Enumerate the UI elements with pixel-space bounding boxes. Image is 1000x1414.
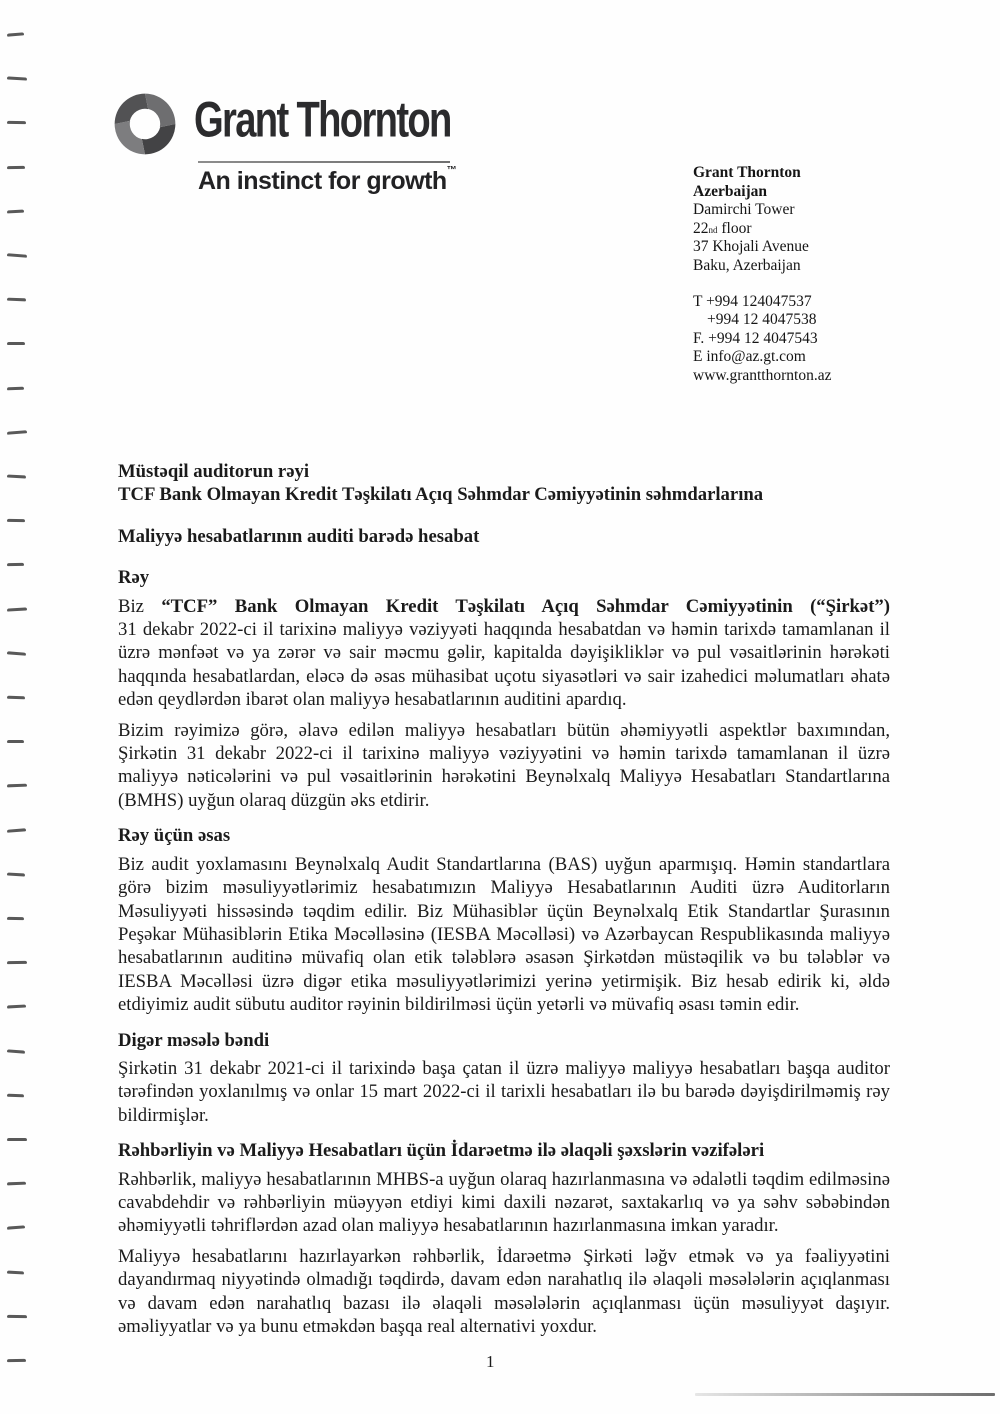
binding-marks	[5, 0, 31, 1414]
contact-email: E info@az.gt.com	[693, 348, 806, 366]
scan-artifact-line	[695, 1393, 995, 1396]
opinion-lead-text: Biz	[118, 595, 162, 617]
contact-phone-1: T +994 124047537	[693, 292, 812, 310]
paragraph-basis: Biz audit yoxlamasını Beynəlxalq Audit Standartlarına (BAS) uyğun aparmışıq. Həmin standartlara görə bizim məsuliyyətlərimiz hesabatımızın Maliyyə Hesabatlarının Auditi üzrə Auditorların Məsuliyyəti hissəsində təqdim edilir. Biz Mühasiblər üçün Beynəlxalq Etik Standartlar Şurasının Peşəkar Mühasiblərin Etika Məcəlləsinə (IESBA Məcəlləsi) və Azərbaycan Respublikasında maliyyə hesabatlarının auditinə müvafiq olan etik tələblərə əsasən Şirkətdən müstəqilik və bu tələblər və IESBA Məcəlləsi üzrə digər etika məsuliyyətlərimizi yerinə yetirmişik. Biz hesab edirik ki, əldə etdiyimiz audit sübutu auditor rəyinin bildirilməsi üçün yetərli və müvafiq əsası təmin edir.	[118, 853, 890, 1016]
paragraph-opinion-1	[118, 595, 890, 712]
logo-divider-line	[198, 161, 450, 163]
contact-block	[693, 164, 923, 386]
paragraph-opinion-2: Bizim rəyimizə görə, əlavə edilən maliyyə hesabatları bütün əhəmiyyətli aspektlər baxımından, Şirkətin 31 dekabr 2022-ci il tarixinə maliyyə vəziyyətini və həmin tarixdə tamamlanan il üzrə maliyyə nəticələrini və pul vəsaitlərinin hərəkətini Beynəlxalq Maliyyə Hesabatları Standartlarına (BMHS) uyğun olaraq düzgün əks etdirir.	[118, 719, 890, 811]
brand-wordmark: Grant Thornton	[194, 91, 451, 148]
contact-address-city: Baku, Azerbaijan	[693, 256, 801, 274]
report-title	[118, 460, 890, 507]
opinion-lead-line	[118, 595, 890, 618]
tagline-text: An instinct for growth	[198, 167, 447, 195]
paragraph-other-matter: Şirkətin 31 dekabr 2021-ci il tarixində başa çatan il üzrə maliyyə maliyyə hesabatları başqa auditor tərəfindən yoxlanılmış və onlar 15 mart 2022-ci il tarixli hesabatları ilə bu barədə dəyişdirilməmiş rəy bildirmişlər.	[118, 1057, 890, 1126]
floor-label: floor	[717, 219, 752, 237]
opinion-body-text: 31 dekabr 2022-ci il tarixinə maliyyə vəziyyəti haqqında hesabatdan və həmin tarixdə tamamlanan il üzrə mənfəət və ya zərər və sair məcmu gəlir, kapitalda dəyişikliklər və pul vəsaitlərinin hərəkəti haqqında hesabatlardan, eləcə də əsas mühasibat uçotu siyasətləri və sair izahedici məlumatları əhatə edən qeydlərdən ibarət olan maliyyə hesabatlarının auditini apardıq.	[118, 619, 890, 711]
section-heading-opinion: Rəy	[118, 567, 150, 589]
page-number: 1	[486, 1352, 495, 1371]
grant-thornton-swirl-icon	[112, 91, 178, 157]
paragraph-responsibilities-2: Maliyyə hesabatlarını hazırlayarkən rəhbərlik, İdarəetmə Şirkəti ləğv etmək və ya fəaliyyətini dayandırmaq niyyətində olmadığı təqdirdə, davam edən narahatlıq ilə əlaqəli məsələlərin açıqlanması və davam edən narahatlıq bazası ilə əlaqəli məsələlərin açıqlanması üçün məsuliyyət daşıyır. əməliyyatlar və ya bunu etməkdən başqa real alternativi yoxdur.	[118, 1245, 890, 1337]
section-heading-other-matter: Digər məsələ bəndi	[118, 1029, 270, 1051]
report-title-line1: Müstəqil auditorun rəyi	[118, 461, 310, 482]
contact-address-building: Damirchi Tower	[693, 201, 795, 219]
contact-website: www.grantthornton.az	[693, 366, 832, 384]
report-body	[118, 460, 890, 1345]
contact-address-street: 37 Khojali Avenue	[693, 238, 809, 256]
floor-ordinal-suffix: nd	[708, 224, 718, 235]
floor-number: 22	[693, 219, 709, 237]
grant-thornton-logo	[112, 88, 472, 196]
company-name-bold: “TCF” Bank Olmayan Kredit Təşkilatı Açıq Səhmdar Cəmiyyətinin (“Şirkət”)	[161, 595, 891, 617]
brand-tagline	[198, 167, 472, 196]
section-heading-responsibilities: Rəhbərliyin və Maliyyə Hesabatları üçün İdarəetmə ilə əlaqəli şəxslərin vəzifələri	[118, 1140, 765, 1162]
report-subtitle: Maliyyə hesabatlarının auditi barədə hesabat	[118, 525, 480, 547]
contact-firm-name-line1: Grant Thornton	[693, 164, 801, 181]
paragraph-responsibilities-1: Rəhbərlik, maliyyə hesabatlarının MHBS-a uyğun olaraq hazırlanmasına və ədalətli təqdim edilməsinə cavabdehdir və rəhbərliyin müəyyən etdiyi kimi daxili nəzarət, saxtakarlıq və ya səhv səbəbindən əhəmiyyətli təhriflərdən azad olan maliyyə hesabatlarının hazırlanmasına imkan yaradır.	[118, 1168, 890, 1237]
section-heading-basis: Rəy üçün əsas	[118, 825, 231, 847]
contact-fax: F. +994 12 4047543	[693, 329, 818, 347]
report-title-line2: TCF Bank Olmayan Kredit Təşkilatı Açıq Səhmdar Cəmiyyətinin səhmdarlarına	[118, 484, 764, 506]
contact-address-floor	[693, 220, 923, 239]
contact-phone-2: +994 12 4047538	[707, 311, 817, 329]
trademark-symbol: ™	[446, 165, 457, 176]
contact-spacer	[693, 276, 923, 293]
contact-firm-name-line2: Azerbaijan	[693, 182, 768, 200]
